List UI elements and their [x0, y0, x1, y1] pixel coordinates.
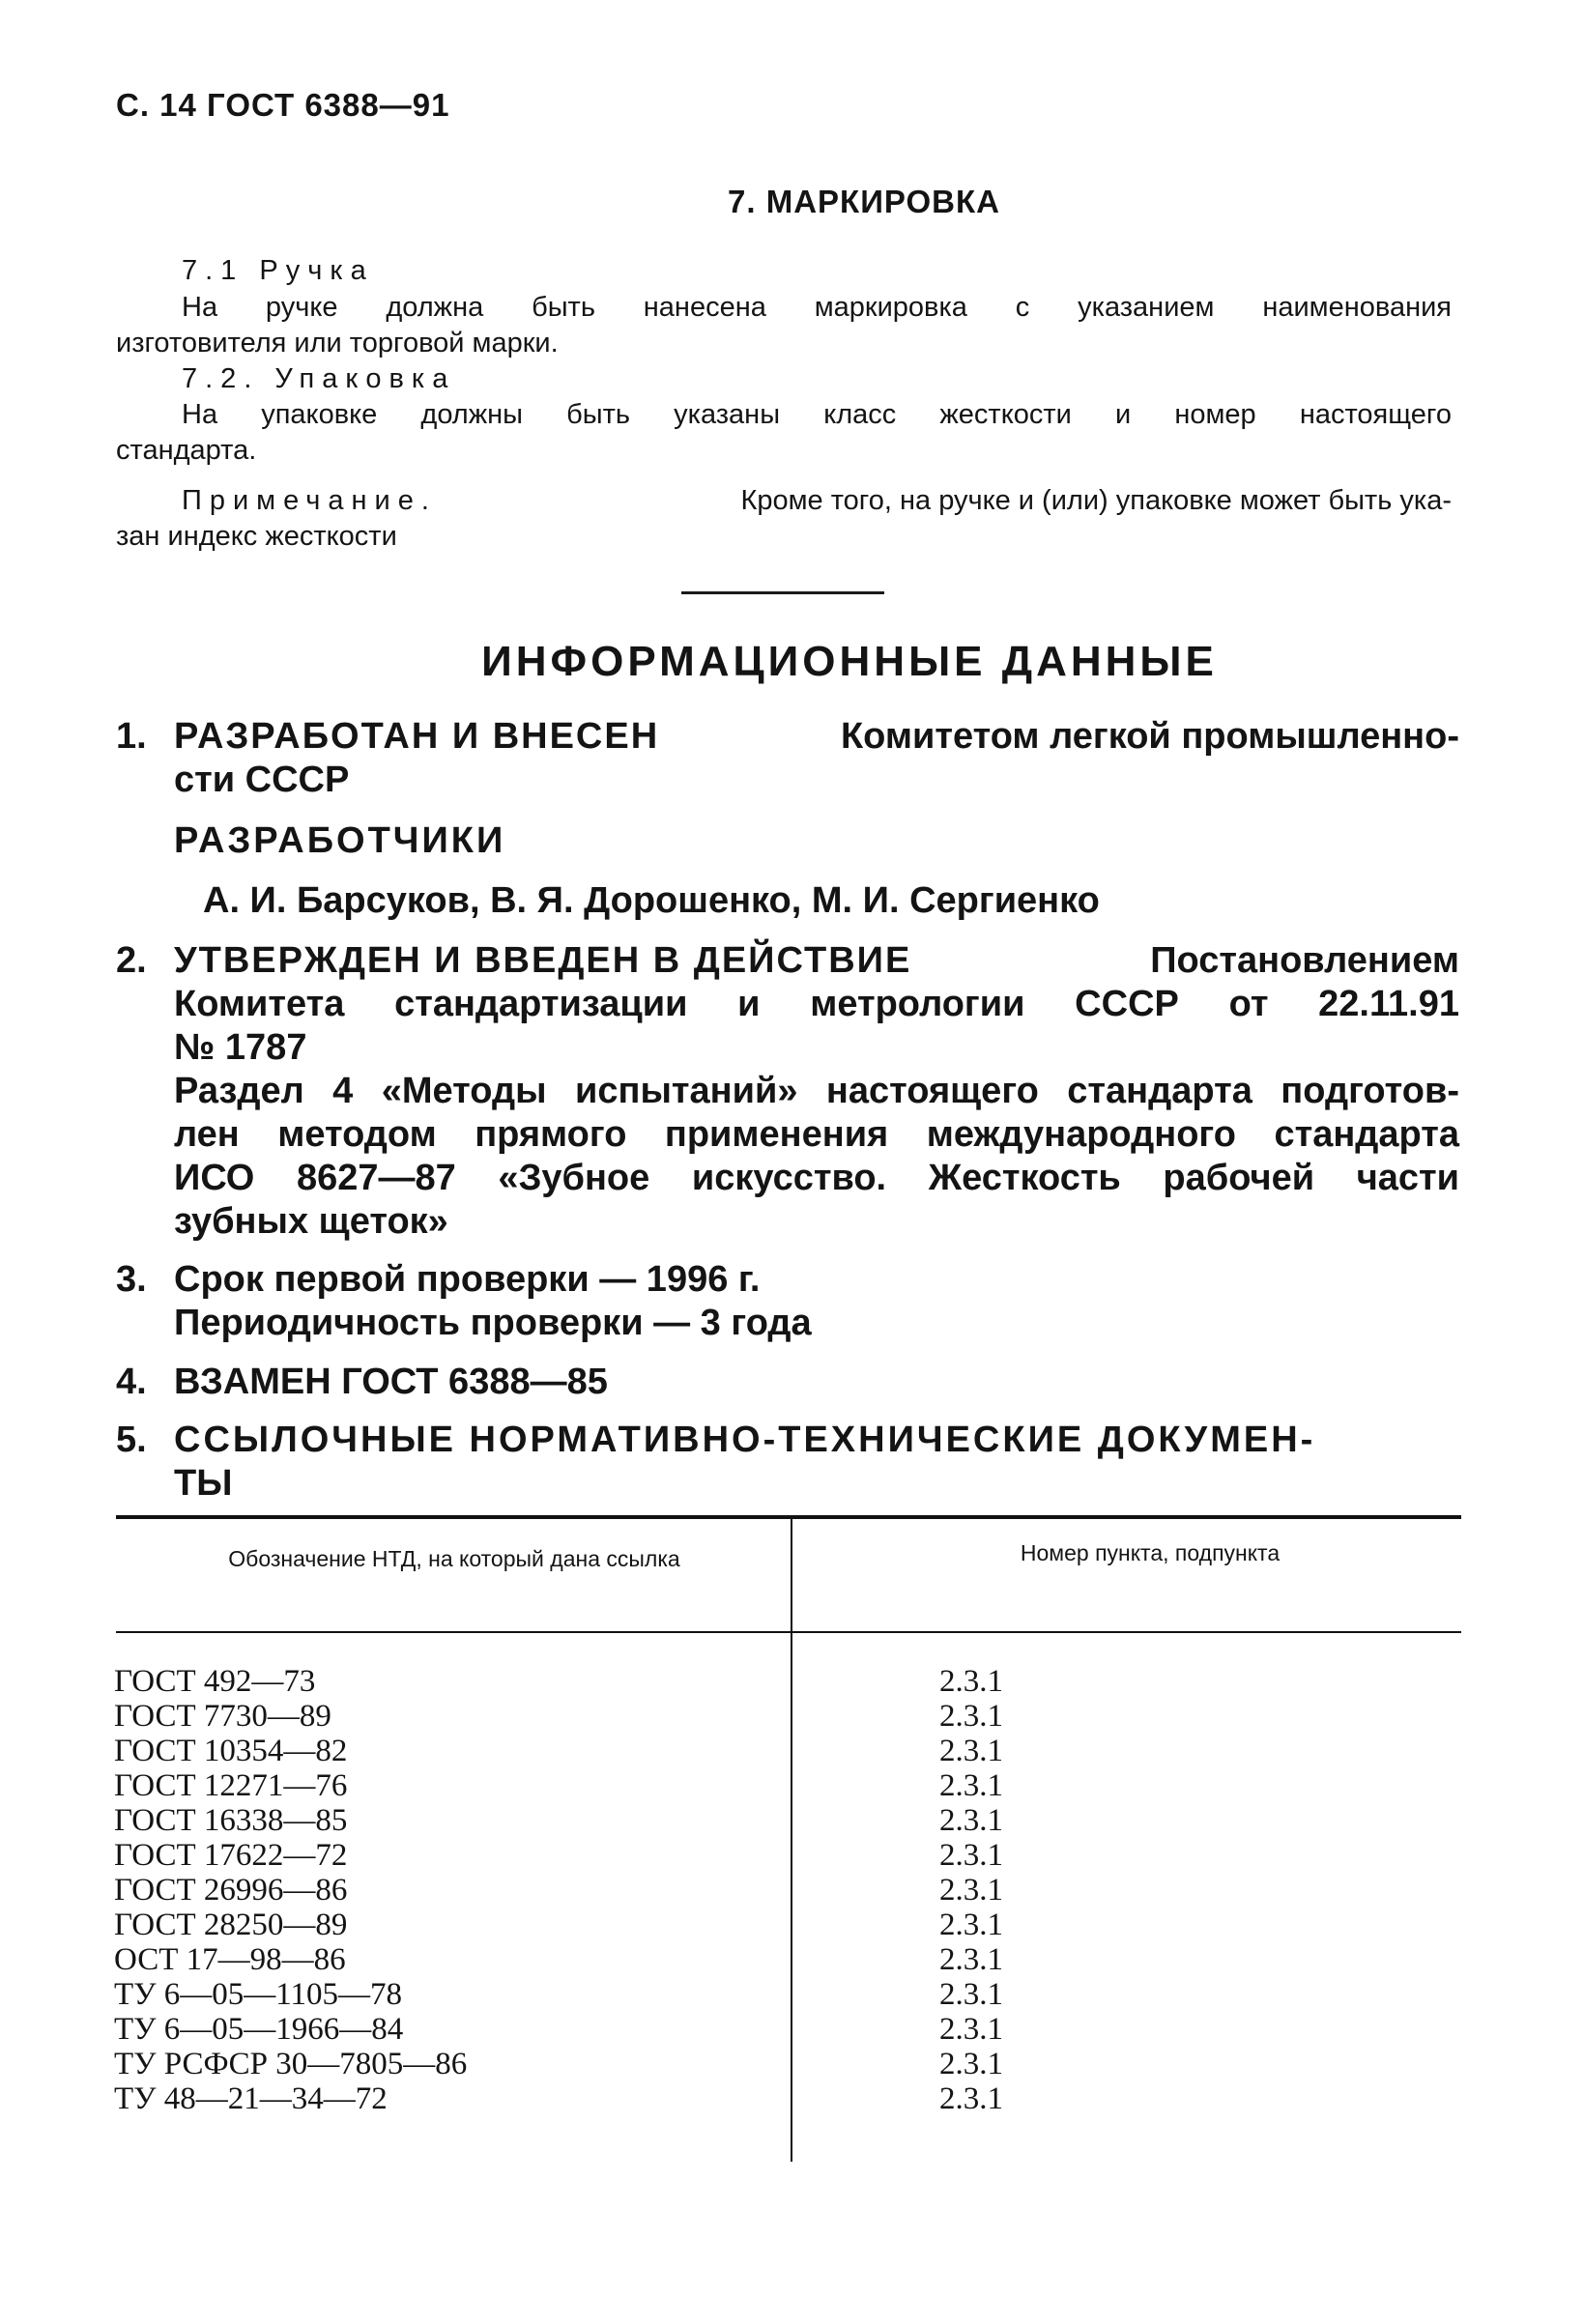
table-cell-clause: 2.3.1 — [939, 1664, 1003, 1699]
note-label: Примечание. — [182, 485, 437, 516]
item-1-text: Комитетом легкой промышленно- — [840, 716, 1459, 757]
table-cell-clause: 2.3.1 — [939, 1977, 1003, 2012]
item-2-line-2: Комитета стандартизации и метрологии СССР от 22.11.91 — [174, 984, 1459, 1024]
clause-7-1-label — [182, 253, 374, 289]
developers-label: РАЗРАБОТЧИКИ — [174, 820, 506, 861]
note-line-2: зан индекс жесткости — [116, 521, 397, 552]
table-cell-clause: 2.3.1 — [939, 1838, 1003, 1873]
clause-7-1-line-2: изготовителя или торговой марки. — [116, 328, 559, 359]
item-1-line-1 — [174, 715, 1459, 759]
item-3-number: 3. — [116, 1259, 147, 1300]
section-divider — [681, 591, 884, 594]
developers-names: А. И. Барсуков, В. Я. Дорошенко, М. И. Сергиенко — [203, 880, 1100, 921]
item-1-caps: РАЗРАБОТАН И ВНЕСЕН — [174, 716, 660, 757]
table-cell-doc: ТУ 48—21—34—72 — [114, 2081, 388, 2116]
clause-label-text: 7.1 Ручка — [182, 255, 374, 286]
table-cell-doc: ГОСТ 28250—89 — [114, 1908, 348, 1942]
table-cell-clause: 2.3.1 — [939, 1699, 1003, 1734]
item-2-line-5: лен методом прямого применения международного стандарта — [174, 1114, 1459, 1155]
item-3-line-1: Срок первой проверки — 1996 г. — [174, 1259, 761, 1300]
item-2-line-7: зубных щеток» — [174, 1201, 448, 1242]
item-2-caps: УТВЕРЖДЕН И ВВЕДЕН В ДЕЙСТВИЕ — [174, 940, 912, 981]
item-2-line-6: ИСО 8627—87 «Зубное искусство. Жесткость рабочей части — [174, 1158, 1459, 1198]
section-title: 7. МАРКИРОВКА — [728, 184, 1000, 219]
item-1-line-2: сти СССР — [174, 760, 350, 800]
item-1-number: 1. — [116, 716, 147, 757]
table-cell-doc: ОСТ 17—98—86 — [114, 1942, 346, 1977]
table-cell-doc: ГОСТ 16338—85 — [114, 1803, 348, 1838]
table-header-designation: Обозначение НТД, на который дана ссылка — [228, 1546, 680, 1571]
item-2-line-1 — [174, 939, 1459, 983]
table-cell-clause: 2.3.1 — [939, 2081, 1003, 2116]
item-5-line-2: ТЫ — [174, 1463, 233, 1504]
table-cell-doc: ГОСТ 10354—82 — [114, 1734, 348, 1768]
item-5-number: 5. — [116, 1420, 147, 1460]
item-5-line-1: ССЫЛОЧНЫЕ НОРМАТИВНО-ТЕХНИЧЕСКИЕ ДОКУМЕН- — [174, 1420, 1316, 1460]
table-cell-clause: 2.3.1 — [939, 2047, 1003, 2081]
table-cell-doc: ТУ 6—05—1105—78 — [114, 1977, 403, 2012]
note-text: Кроме того, на ручке и (или) упаковке может быть ука- — [740, 485, 1452, 516]
info-title: ИНФОРМАЦИОННЫЕ ДАННЫЕ — [481, 638, 1218, 685]
table-cell-clause: 2.3.1 — [939, 1768, 1003, 1803]
clause-7-2-label — [182, 361, 455, 397]
table-cell-clause: 2.3.1 — [939, 1734, 1003, 1768]
table-top-rule — [116, 1515, 1461, 1519]
item-3-line-2: Периодичность проверки — 3 года — [174, 1303, 812, 1343]
table-header-clause: Номер пункта, подпункта — [1020, 1540, 1281, 1565]
table-cell-clause: 2.3.1 — [939, 1873, 1003, 1908]
item-2-number: 2. — [116, 940, 147, 981]
table-cell-clause: 2.3.1 — [939, 1942, 1003, 1977]
clause-7-1-line-1: На ручке должна быть нанесена маркировка с указанием наименования — [182, 292, 1452, 323]
table-doc-column — [114, 1664, 742, 2116]
table-cell-clause: 2.3.1 — [939, 1803, 1003, 1838]
clause-7-2-line-1: На упаковке должны быть указаны класс жесткости и номер настоящего — [182, 399, 1452, 430]
table-cell-doc: ГОСТ 7730—89 — [114, 1699, 331, 1734]
note-line-1 — [182, 483, 1452, 519]
table-cell-doc: ГОСТ 12271—76 — [114, 1768, 348, 1803]
item-2-line-4: Раздел 4 «Методы испытаний» настоящего стандарта подготов- — [174, 1071, 1459, 1111]
item-4-number: 4. — [116, 1362, 147, 1402]
table-clause-column — [939, 1664, 1133, 2116]
table-cell-doc: ГОСТ 26996—86 — [114, 1873, 348, 1908]
table-header-rule — [116, 1631, 1461, 1633]
item-4-text: ВЗАМЕН ГОСТ 6388—85 — [174, 1362, 608, 1402]
table-cell-clause: 2.3.1 — [939, 1908, 1003, 1942]
table-cell-doc: ГОСТ 492—73 — [114, 1664, 316, 1699]
item-2-text: Постановлением — [1150, 940, 1459, 981]
table-cell-doc: ТУ РСФСР 30—7805—86 — [114, 2047, 468, 2081]
page-header: С. 14 ГОСТ 6388—91 — [116, 87, 450, 123]
table-column-divider — [791, 1519, 792, 2162]
item-2-line-3: № 1787 — [174, 1027, 307, 1068]
table-cell-doc: ТУ 6—05—1966—84 — [114, 2012, 404, 2047]
clause-7-2-line-2: стандарта. — [116, 435, 257, 466]
table-cell-clause: 2.3.1 — [939, 2012, 1003, 2047]
clause-label-text: 7.2. Упаковка — [182, 363, 456, 394]
table-cell-doc: ГОСТ 17622—72 — [114, 1838, 348, 1873]
